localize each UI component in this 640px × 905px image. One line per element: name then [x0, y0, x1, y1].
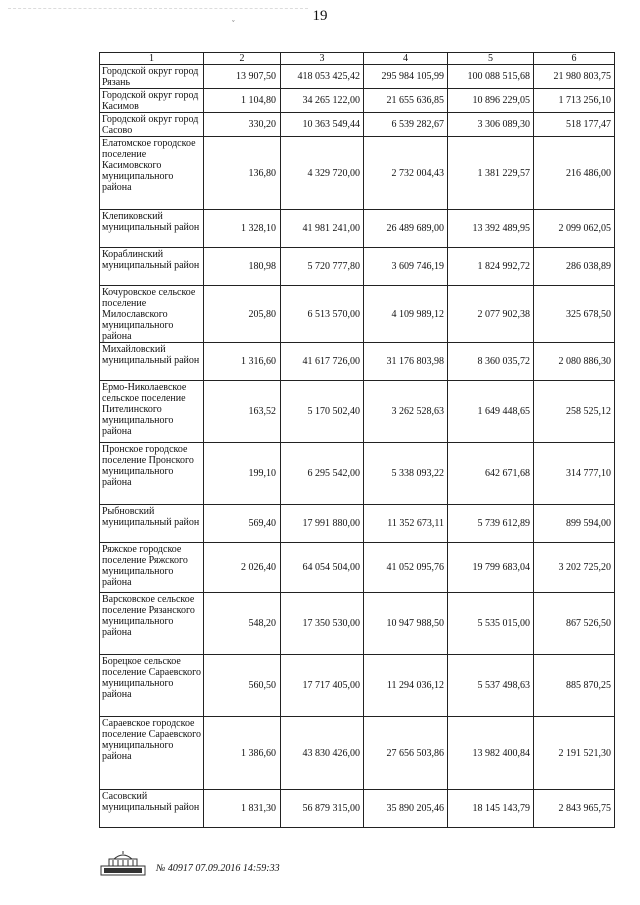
value-cell-col6: 2 843 965,75: [534, 790, 615, 828]
value-cell-col5: 13 982 400,84: [448, 717, 534, 790]
table-row: [100, 89, 615, 113]
table-row: [100, 248, 615, 286]
value-cell-col4: 41 052 095,76: [364, 543, 448, 593]
column-header: 4: [364, 53, 448, 65]
row-name-cell: Борецкое сельское поселение Сараевского муниципального района: [100, 655, 204, 717]
value-cell-col3: 418 053 425,42: [281, 65, 364, 89]
column-header: 3: [281, 53, 364, 65]
value-cell-col3: 34 265 122,00: [281, 89, 364, 113]
value-cell-col4: 35 890 205,46: [364, 790, 448, 828]
row-name-cell: Кочуровское сельское поселение Милославского муниципального района: [100, 286, 204, 343]
value-cell-col6: 258 525,12: [534, 381, 615, 443]
value-cell-col3: 41 981 241,00: [281, 210, 364, 248]
value-cell-col4: 3 609 746,19: [364, 248, 448, 286]
value-cell-col6: 286 038,89: [534, 248, 615, 286]
value-cell-col5: 1 381 229,57: [448, 137, 534, 210]
column-header: 1: [100, 53, 204, 65]
table-row: [100, 137, 615, 210]
scan-artifact-mark: ˇ: [232, 19, 235, 28]
value-cell-col5: 5 535 015,00: [448, 593, 534, 655]
value-cell-col2: 163,52: [204, 381, 281, 443]
value-cell-col4: 5 338 093,22: [364, 443, 448, 505]
value-cell-col4: 3 262 528,63: [364, 381, 448, 443]
value-cell-col3: 5 720 777,80: [281, 248, 364, 286]
value-cell-col3: 64 054 504,00: [281, 543, 364, 593]
column-header: 2: [204, 53, 281, 65]
value-cell-col5: 1 824 992,72: [448, 248, 534, 286]
value-cell-col6: 899 594,00: [534, 505, 615, 543]
table-row: [100, 790, 615, 828]
value-cell-col5: 2 077 902,38: [448, 286, 534, 343]
value-cell-col6: 2 191 521,30: [534, 717, 615, 790]
row-name-cell: Ряжское городское поселение Ряжского муниципального района: [100, 543, 204, 593]
value-cell-col2: 1 831,30: [204, 790, 281, 828]
value-cell-col3: 17 350 530,00: [281, 593, 364, 655]
row-name-cell: Городской округ город Касимов: [100, 89, 204, 113]
table-row: [100, 381, 615, 443]
value-cell-col4: 10 947 988,50: [364, 593, 448, 655]
value-cell-col3: 5 170 502,40: [281, 381, 364, 443]
value-cell-col2: 180,98: [204, 248, 281, 286]
value-cell-col4: 4 109 989,12: [364, 286, 448, 343]
value-cell-col4: 11 352 673,11: [364, 505, 448, 543]
value-cell-col6: 518 177,47: [534, 113, 615, 137]
value-cell-col5: 8 360 035,72: [448, 343, 534, 381]
row-name-cell: Кораблинский муниципальный район: [100, 248, 204, 286]
value-cell-col2: 13 907,50: [204, 65, 281, 89]
value-cell-col3: 6 513 570,00: [281, 286, 364, 343]
data-table: [99, 52, 615, 828]
table-row: [100, 717, 615, 790]
value-cell-col6: 2 099 062,05: [534, 210, 615, 248]
value-cell-col4: 2 732 004,43: [364, 137, 448, 210]
value-cell-col5: 19 799 683,04: [448, 543, 534, 593]
value-cell-col2: 548,20: [204, 593, 281, 655]
value-cell-col2: 205,80: [204, 286, 281, 343]
value-cell-col2: 1 328,10: [204, 210, 281, 248]
value-cell-col3: 56 879 315,00: [281, 790, 364, 828]
value-cell-col6: 216 486,00: [534, 137, 615, 210]
value-cell-col3: 6 295 542,00: [281, 443, 364, 505]
value-cell-col3: 41 617 726,00: [281, 343, 364, 381]
value-cell-col2: 199,10: [204, 443, 281, 505]
value-cell-col2: 1 386,60: [204, 717, 281, 790]
value-cell-col5: 3 306 089,30: [448, 113, 534, 137]
value-cell-col3: 17 717 405,00: [281, 655, 364, 717]
value-cell-col5: 18 145 143,79: [448, 790, 534, 828]
table-row: [100, 655, 615, 717]
row-name-cell: Михайловский муниципальный район: [100, 343, 204, 381]
data-table-container: [99, 52, 614, 828]
row-name-cell: Сараевское городское поселение Сараевского муниципального района: [100, 717, 204, 790]
table-row: [100, 543, 615, 593]
row-name-cell: Городской округ город Сасово: [100, 113, 204, 137]
value-cell-col2: 2 026,40: [204, 543, 281, 593]
row-name-cell: Сасовский муниципальный район: [100, 790, 204, 828]
table-row: [100, 210, 615, 248]
table-row: [100, 113, 615, 137]
row-name-cell: Ермо-Николаевское сельское поселение Пителинского муниципального района: [100, 381, 204, 443]
table-row: [100, 286, 615, 343]
value-cell-col5: 5 537 498,63: [448, 655, 534, 717]
table-row: [100, 593, 615, 655]
page-number: 19: [312, 8, 328, 24]
value-cell-col5: 5 739 612,89: [448, 505, 534, 543]
value-cell-col5: 100 088 515,68: [448, 65, 534, 89]
value-cell-col2: 560,50: [204, 655, 281, 717]
value-cell-col6: 314 777,10: [534, 443, 615, 505]
value-cell-col2: 1 316,60: [204, 343, 281, 381]
row-name-cell: Елатомское городское поселение Касимовского муниципального района: [100, 137, 204, 210]
value-cell-col4: 31 176 803,98: [364, 343, 448, 381]
value-cell-col5: 642 671,68: [448, 443, 534, 505]
value-cell-col3: 10 363 549,44: [281, 113, 364, 137]
value-cell-col6: 2 080 886,30: [534, 343, 615, 381]
value-cell-col3: 17 991 880,00: [281, 505, 364, 543]
value-cell-col6: 3 202 725,20: [534, 543, 615, 593]
header-row: [100, 53, 615, 65]
value-cell-col6: 867 526,50: [534, 593, 615, 655]
value-cell-col4: 21 655 636,85: [364, 89, 448, 113]
value-cell-col2: 569,40: [204, 505, 281, 543]
value-cell-col4: 27 656 503,86: [364, 717, 448, 790]
value-cell-col5: 13 392 489,95: [448, 210, 534, 248]
value-cell-col3: 4 329 720,00: [281, 137, 364, 210]
value-cell-col2: 136,80: [204, 137, 281, 210]
value-cell-col6: 1 713 256,10: [534, 89, 615, 113]
value-cell-col5: 10 896 229,05: [448, 89, 534, 113]
row-name-cell: Пронское городское поселение Пронского муниципального района: [100, 443, 204, 505]
table-row: [100, 443, 615, 505]
row-name-cell: Варсковское сельское поселение Рязанского муниципального района: [100, 593, 204, 655]
table-row: [100, 343, 615, 381]
column-header: 5: [448, 53, 534, 65]
registration-stamp: № 40917 07.09.2016 14:59:33: [156, 863, 280, 874]
value-cell-col4: 26 489 689,00: [364, 210, 448, 248]
value-cell-col4: 11 294 036,12: [364, 655, 448, 717]
value-cell-col6: 325 678,50: [534, 286, 615, 343]
value-cell-col2: 330,20: [204, 113, 281, 137]
value-cell-col3: 43 830 426,00: [281, 717, 364, 790]
row-name-cell: Рыбновский муниципальный район: [100, 505, 204, 543]
row-name-cell: Городской округ город Рязань: [100, 65, 204, 89]
value-cell-col5: 1 649 448,65: [448, 381, 534, 443]
value-cell-col4: 6 539 282,67: [364, 113, 448, 137]
row-name-cell: Клепиковский муниципальный район: [100, 210, 204, 248]
column-header: 6: [534, 53, 615, 65]
document-footer: [100, 848, 280, 876]
table-row: [100, 505, 615, 543]
building-seal-icon: [100, 850, 146, 876]
value-cell-col6: 21 980 803,75: [534, 65, 615, 89]
table-row: [100, 65, 615, 89]
value-cell-col6: 885 870,25: [534, 655, 615, 717]
value-cell-col2: 1 104,80: [204, 89, 281, 113]
value-cell-col4: 295 984 105,99: [364, 65, 448, 89]
